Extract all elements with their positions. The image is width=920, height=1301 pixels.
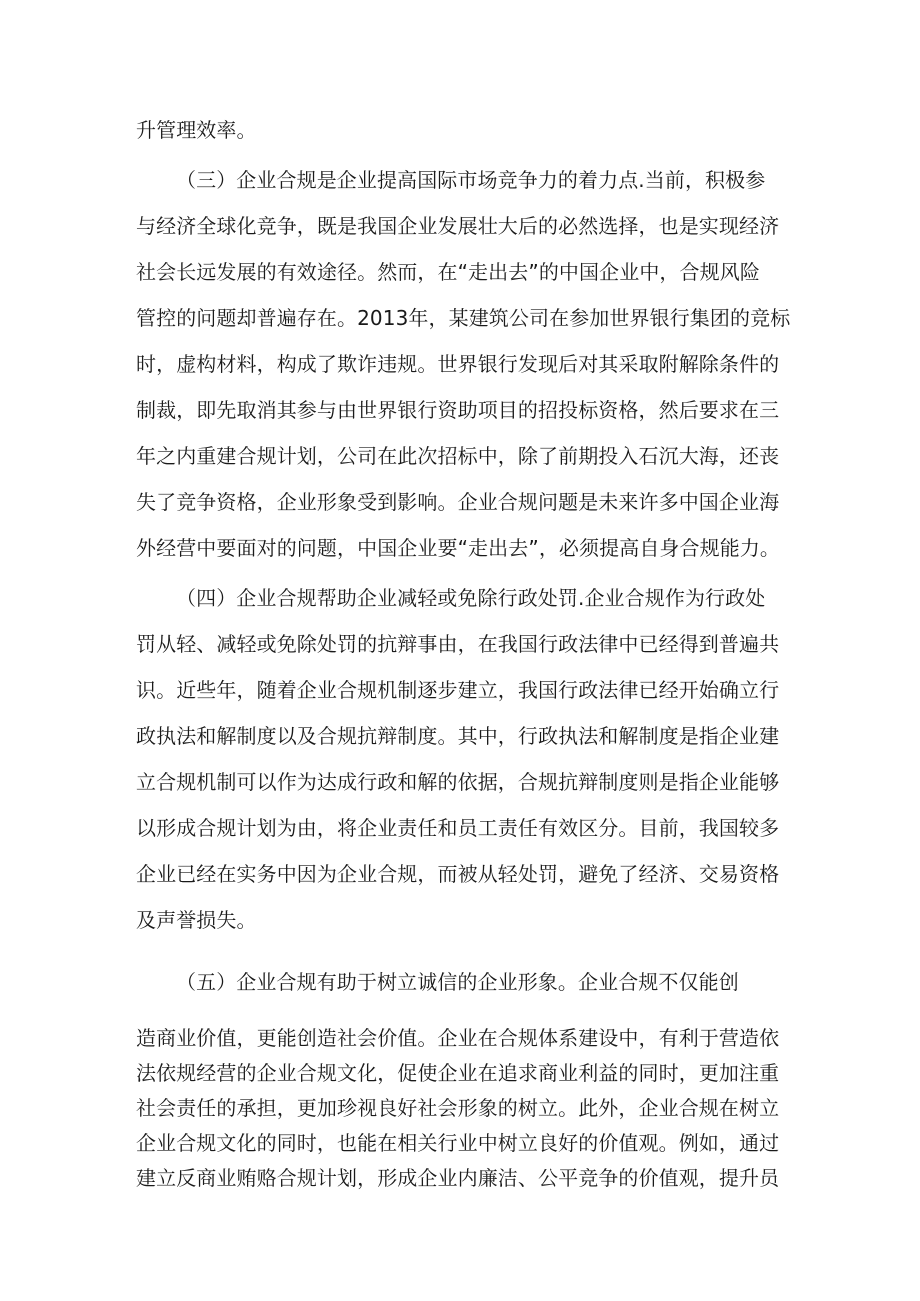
text-line: 识。近些年，随着企业合规机制逐步建立，我国行政法律已经开始确立行 xyxy=(136,678,780,702)
text-line: 外经营中要面对的问题，中国企业要“走出去”，必须提高自身合规能力。 xyxy=(136,536,781,560)
text-line: 社会责任的承担，更加珍视良好社会形象的树立。此外，企业合规在树立 xyxy=(136,1096,780,1120)
text-line: 造商业价值，更能创造社会价值。企业在合规体系建设中，有利于营造依 xyxy=(136,1026,780,1050)
text-line: 立合规机制可以作为达成行政和解的依据，合规抗辩制度则是指企业能够 xyxy=(136,770,780,794)
text-line: 及声誉损失。 xyxy=(136,908,257,932)
text-line: 时，虚构材料，构成了欺诈违规。世界银行发现后对其采取附解除条件的 xyxy=(136,352,780,376)
section-heading-3: （三）企业合规是企业提高国际市场竞争力的着力点.当前，积极参 xyxy=(176,168,766,192)
text-line: 制裁，即先取消其参与由世界银行资助项目的招投标资格，然后要求在三 xyxy=(136,398,780,422)
text-line: 升管理效率。 xyxy=(136,118,257,142)
text-line: 政执法和解制度以及合规抗辩制度。其中，行政执法和解制度是指企业建 xyxy=(136,724,780,748)
text-line: 管控的问题却普遍存在。2013年，某建筑公司在参加世界银行集团的竞标 xyxy=(136,306,791,330)
text-line: 企业合规文化的同时，也能在相关行业中树立良好的价值观。例如，通过 xyxy=(136,1131,780,1155)
text-line: 年之内重建合规计划，公司在此次招标中，除了前期投入石沉大海，还丧 xyxy=(136,444,780,468)
text-line: 企业已经在实务中因为企业合规，而被从轻处罚，避免了经济、交易资格 xyxy=(136,862,780,886)
text-line: 罚从轻、减轻或免除处罚的抗辩事由，在我国行政法律中已经得到普遍共 xyxy=(136,632,780,656)
text-line: 以形成合规计划为由，将企业责任和员工责任有效区分。目前，我国较多 xyxy=(136,816,780,840)
section-heading-5: （五）企业合规有助于树立诚信的企业形象。企业合规不仅能创 xyxy=(176,970,739,994)
section-heading-4: （四）企业合规帮助企业减轻或免除行政处罚.企业合规作为行政处 xyxy=(176,586,766,610)
text-line: 与经济全球化竞争，既是我国企业发展壮大后的必然选择，也是实现经济 xyxy=(136,214,780,238)
text-line: 社会长远发展的有效途径。然而，在“走出去”的中国企业中，合规风险 xyxy=(136,260,760,284)
text-line: 建立反商业贿赂合规计划，形成企业内廉洁、公平竞争的价值观，提升员 xyxy=(136,1166,780,1190)
text-line: 法依规经营的企业合规文化，促使企业在追求商业利益的同时，更加注重 xyxy=(136,1061,780,1085)
text-line: 失了竞争资格，企业形象受到影响。企业合规问题是未来许多中国企业海 xyxy=(136,490,780,514)
